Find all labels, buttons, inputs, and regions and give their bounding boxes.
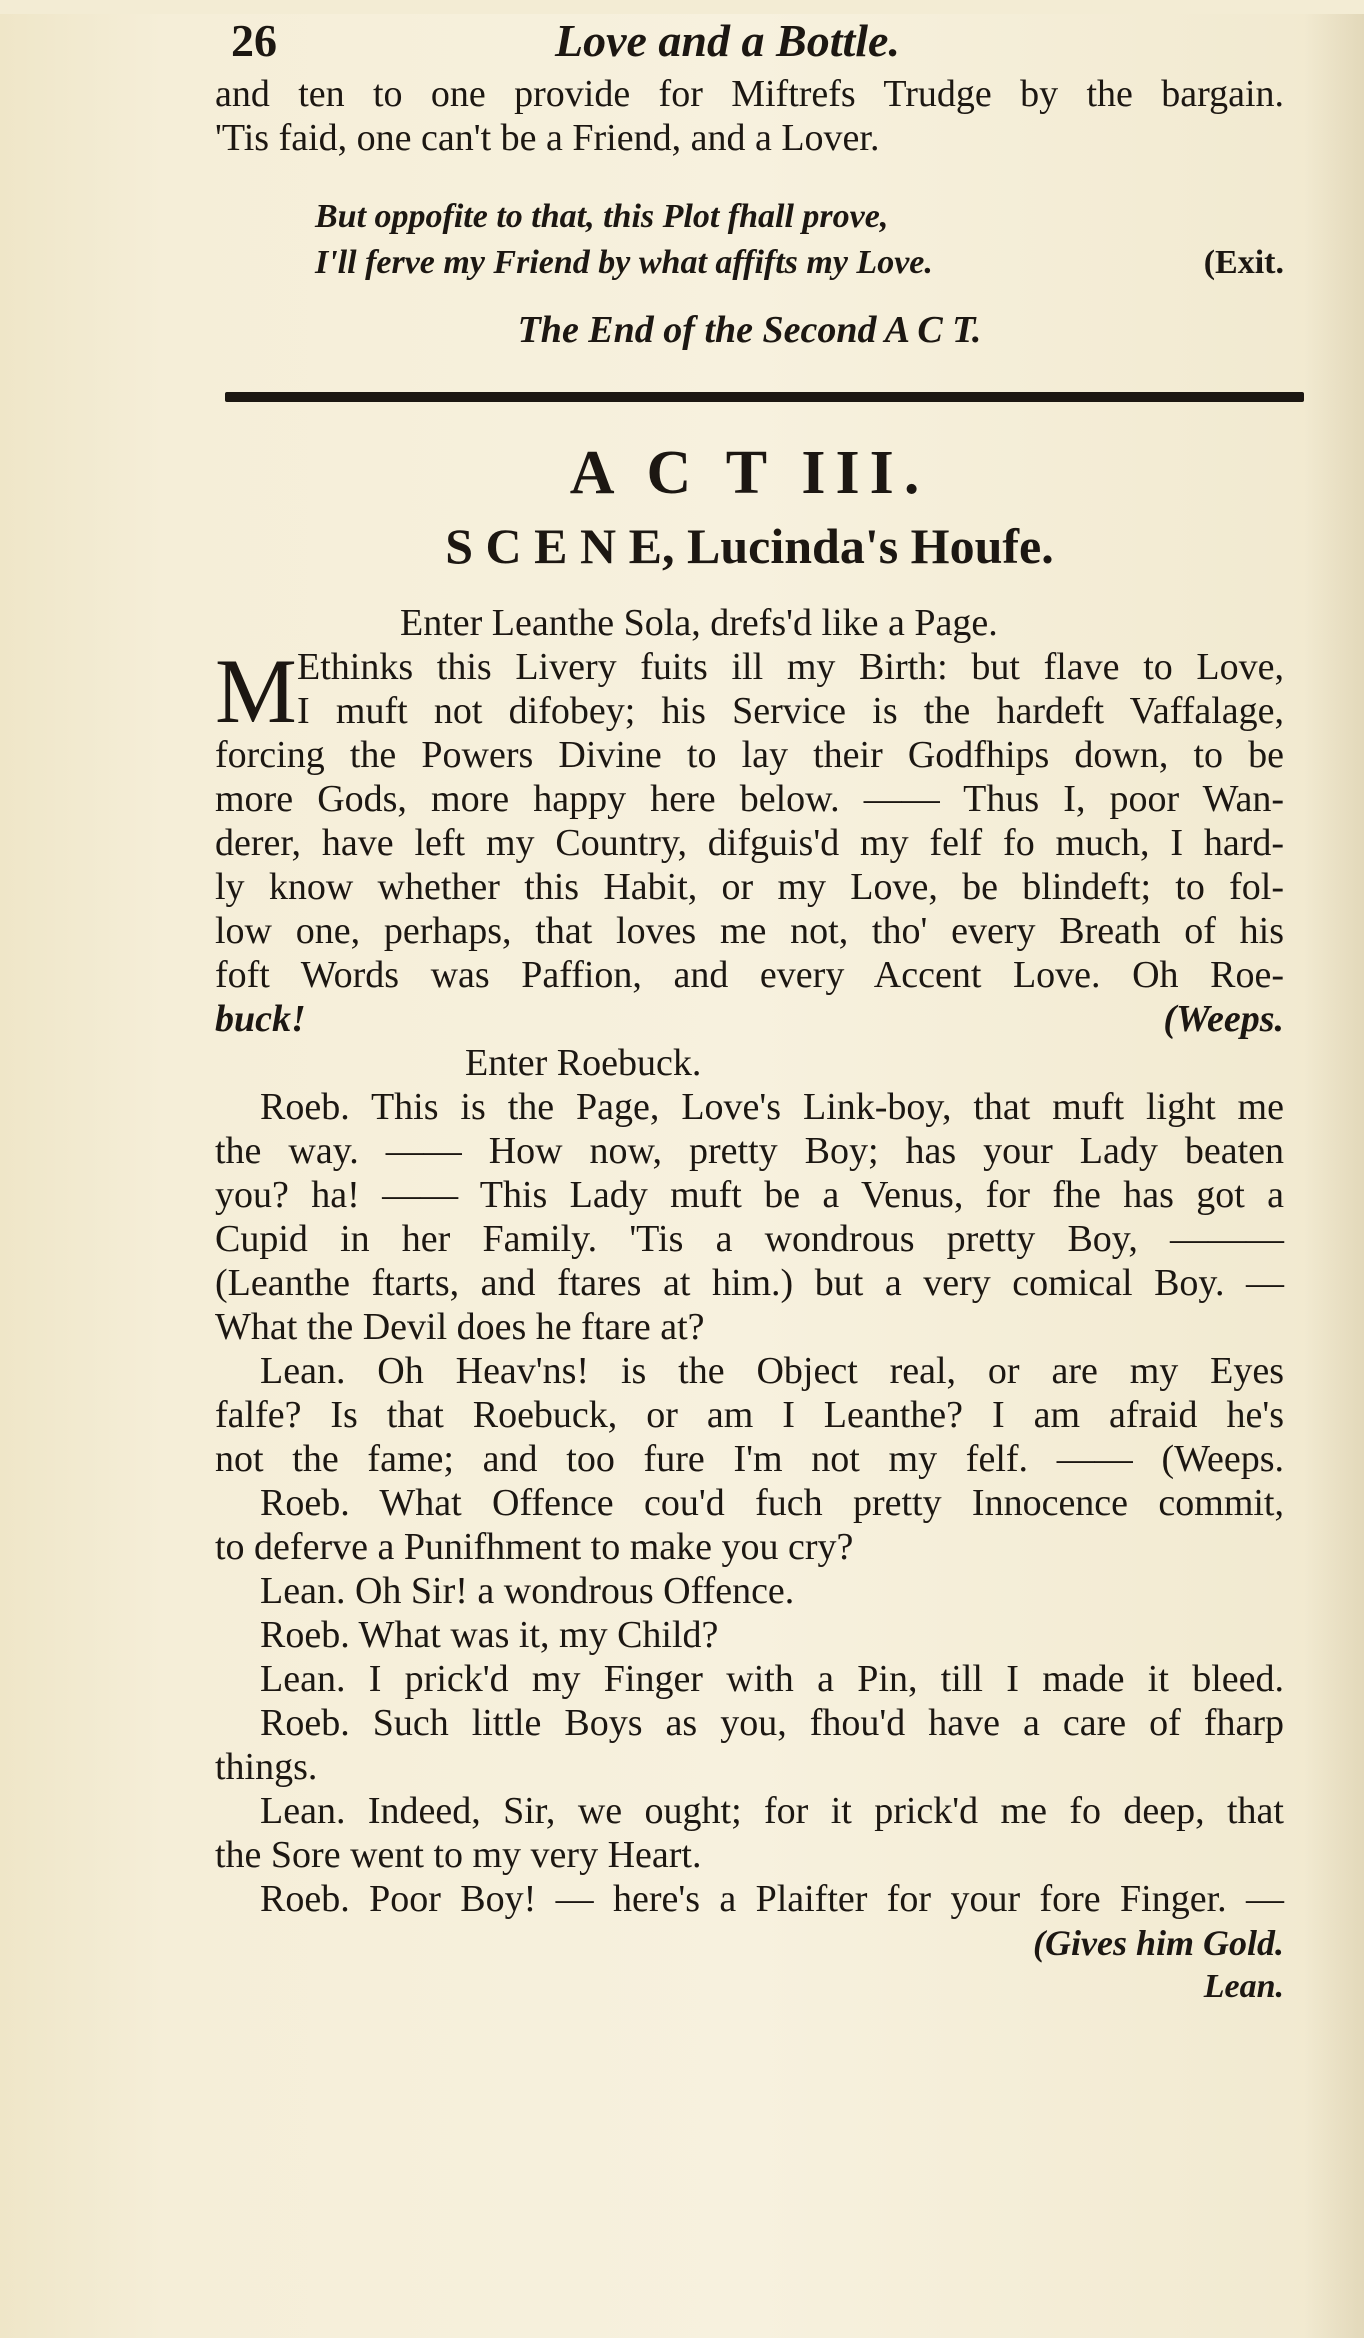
- page-gutter-shadow: [1304, 14, 1364, 2338]
- dialogue-line: Lean. Oh Sir! a wondrous Offence.: [260, 1570, 795, 1612]
- dialogue-line: Roeb. Poor Boy! — here's a Plaifter for your fore Finger. —: [260, 1878, 1284, 1920]
- page-header: [215, 14, 1284, 72]
- dialogue-line: (Leanthe ftarts, and ftares at him.) but a very comical Boy. —: [215, 1262, 1284, 1304]
- speech-line: Ethinks this Livery fuits ill my Birth: but flave to Love,: [297, 646, 1284, 688]
- catchword: Lean.: [1203, 1968, 1284, 2005]
- speech-line: more Gods, more happy here below. —— Thus I, poor Wan-: [215, 778, 1284, 820]
- dialogue-line: Roeb. Such little Boys as you, fhou'd have a care of fharp: [260, 1702, 1284, 1744]
- scene-title: S C E N E, Lucinda's Houfe.: [445, 518, 1054, 574]
- speech-fragment: buck!: [215, 998, 306, 1040]
- speech-line: forcing the Powers Divine to lay their Godfhips down, to be: [215, 734, 1284, 776]
- act-title: A C T III.: [569, 439, 930, 507]
- speech-line: derer, have left my Country, difguis'd my felf fo much, I hard-: [215, 822, 1284, 864]
- dialogue-line: the way. —— How now, pretty Boy; has your Lady beaten: [215, 1130, 1284, 1172]
- text-line: 'Tis faid, one can't be a Friend, and a Lover.: [215, 117, 880, 159]
- book-page: [0, 14, 1364, 2338]
- dialogue-line: Roeb. What Offence cou'd fuch pretty Innocence commit,: [260, 1482, 1284, 1524]
- speech-line: ly know whether this Habit, or my Love, be blindeft; to fol-: [215, 866, 1284, 908]
- section-rule: [225, 392, 1304, 402]
- page-number: 26: [231, 15, 277, 66]
- dialogue-block: [215, 1085, 1284, 1921]
- speech-line: foft Words was Paffion, and every Accent Love. Oh Roe-: [215, 954, 1284, 996]
- dialogue-line: Lean. I prick'd my Finger with a Pin, till I made it bleed.: [260, 1658, 1284, 1700]
- weeps-direction: (Weeps.: [1163, 998, 1284, 1040]
- stage-direction-entrance: Enter Roebuck.: [465, 1042, 702, 1084]
- dialogue-line: Lean. Oh Heav'ns! is the Object real, or are my Eyes: [260, 1350, 1284, 1392]
- dialogue-line: things.: [215, 1746, 318, 1788]
- closing-couplet-line: [215, 194, 1284, 240]
- drop-cap: M: [215, 640, 297, 742]
- end-of-act-line: The End of the Second A C T.: [517, 309, 982, 351]
- speech-line: low one, perhaps, that loves me not, tho' every Breath of his: [215, 910, 1284, 952]
- dialogue-line: Lean. Indeed, Sir, we ought; for it prick'd me fo deep, that: [260, 1790, 1284, 1832]
- gives-gold-direction: (Gives him Gold.: [1033, 1923, 1284, 1963]
- dialogue-line: the Sore went to my very Heart.: [215, 1834, 702, 1876]
- closing-couplet-line: [215, 240, 1284, 286]
- dialogue-line: Roeb. What was it, my Child?: [260, 1614, 719, 1656]
- couplet-text: I'll ferve my Friend by what affifts my Love.: [315, 244, 933, 281]
- opening-speech: [215, 640, 1284, 1041]
- dialogue-line: falfe? Is that Roebuck, or am I Leanthe? I am afraid he's: [215, 1394, 1284, 1436]
- speech-line-last: [215, 997, 1284, 1041]
- dialogue-line: you? ha! —— This Lady muft be a Venus, for fhe has got a: [215, 1174, 1284, 1216]
- stage-direction-entrance: Enter Leanthe Sola, drefs'd like a Page.: [400, 602, 998, 644]
- speech-line: I muft not difobey; his Service is the hardeft Vaffalage,: [297, 690, 1284, 732]
- running-title: Love and a Bottle.: [555, 15, 900, 66]
- dialogue-line: not the fame; and too fure I'm not my felf. —— (Weeps.: [215, 1438, 1284, 1480]
- couplet-text: But oppofite to that, this Plot fhall prove,: [315, 198, 889, 235]
- dialogue-line: Roeb. This is the Page, Love's Link-boy, that muft light me: [260, 1086, 1284, 1128]
- dialogue-line: to deferve a Punifhment to make you cry?: [215, 1526, 854, 1568]
- exit-direction: (Exit.: [1203, 244, 1284, 281]
- text-line: and ten to one provide for Miftrefs Trudge by the bargain.: [215, 73, 1284, 115]
- dialogue-line: What the Devil does he ftare at?: [215, 1306, 705, 1348]
- dialogue-line: Cupid in her Family. 'Tis a wondrous pretty Boy, ———: [215, 1218, 1284, 1260]
